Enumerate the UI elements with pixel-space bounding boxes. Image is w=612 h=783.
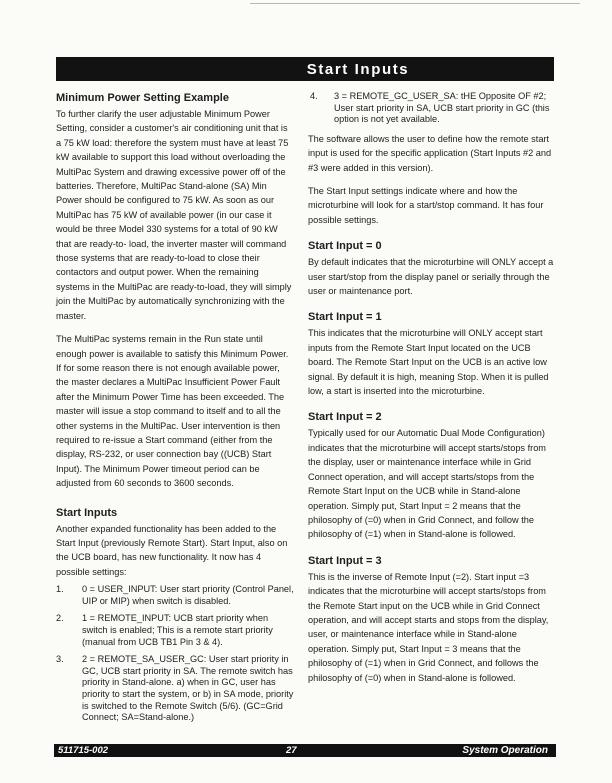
start-input-1-section xyxy=(308,310,554,398)
banner-title: Start Inputs xyxy=(306,60,410,78)
list-item-text: 2 = REMOTE_SA_USER_GC: User start priority in GC, UCB start priority in SA. The remote switch has priority in Stand-alone. a) when in GC, user has priority to start the system, or b) in SA mode, priority is switched to the Remote Switch (5/6). (GC=Grid Connect; SA=Stand-alone.) xyxy=(82,654,294,723)
start-inputs-list xyxy=(56,584,294,724)
start-input-1-heading: Start Input = 1 xyxy=(308,311,382,324)
start-input-1-text: This indicates that the microturbine will ONLY accept start inputs from the Remote Start Input located on the UCB board. The Remote Start Input on the UCB is an active low signal. By default it is high, meaning Stop. When it is pulled low, a start is inserted into the microturbine. xyxy=(308,328,549,397)
start-inputs-list-continued xyxy=(308,91,554,126)
page-footer xyxy=(54,744,556,757)
start-input-0-heading: Start Input = 0 xyxy=(308,240,382,253)
list-item xyxy=(308,91,554,126)
document-number: 511715-002 xyxy=(58,745,109,756)
start-inputs-intro: Another expanded functionality has been added to the Start Input (previously Remote Start). Start Input, also on the UCB board, has new functionality. It now has 4 possible settings: xyxy=(56,523,288,577)
start-input-2-text: Typically used for our Automatic Dual Mode Configuration) indicates that the microturbine will accept starts/stops from the display, user or maintenance interface while in Grid Connect operation, and will accept starts/stops from the Remote Start Input on the UCB while in Stand-alone operation. Simply put, Start Input = 2 means that the philosophy of (=0) when in Grid Connect, and follow the philosophy of (=1) when in Stand-alone is followed. xyxy=(308,428,546,540)
page-number: 27 xyxy=(286,745,297,756)
list-item-number: 1. xyxy=(56,584,64,595)
list-item-text: 0 = USER_INPUT: User start priority (Control Panel, UIP or MIP) when switch is disabled. xyxy=(82,584,294,606)
list-item-number: 2. xyxy=(56,613,64,624)
minimum-power-paragraph-2: The MultiPac systems remain in the Run state until enough power is available to satisfy this Minimum Power. If for some reason there is not enough available power, the master declares a MultiPac Insufficient Power Fault after the Minimum Power Time has been exceeded. The master will issue a stop command to itself and to all the other systems in the MultiPac. User intervention is then required to re-issue a Start command (either from the display, RS-232, or user connection bay ((UCB) Start Input). The Minimum Power timeout period can be adjusted from 60 seconds to 3600 seconds. xyxy=(56,334,289,489)
minimum-power-paragraph-1: To further clarify the user adjustable Minimum Power Setting, consider a customer's air conditioning unit that is a 75 kW load: therefore the system must have at least 75 kW available to support this load without overloading the MultiPac System and drawing excessive power off of the batteries. Therefore, MultiPac Stand-alone (SA) Min Power should be configured to 75 kW. As soon as our MultiPac has 75 kW of available power (in our case it would be three Model 330 systems for a total of 90 kW that are ready-to- load, the inverter master will command those systems that are ready-to-load to close their contactors and output power. When the remaining systems in the MultiPac are ready-to-load, they will simply join the MultiPac by automatically synchronizing with the master. xyxy=(56,109,292,321)
start-input-3-section xyxy=(308,554,554,685)
start-input-2-section xyxy=(308,410,554,541)
page-banner xyxy=(56,57,554,81)
section-name: System Operation xyxy=(462,745,548,756)
start-inputs-heading: Start Inputs xyxy=(56,506,118,519)
start-input-3-heading: Start Input = 3 xyxy=(308,554,382,567)
list-item-text: 3 = REMOTE_GC_USER_SA: tHE Opposite OF #2; User start priority in SA, UCB start priority in GC (this option is not yet available. xyxy=(334,91,550,125)
start-inputs-section xyxy=(56,506,294,724)
start-input-0-section xyxy=(308,239,554,298)
right-paragraph-1: The software allows the user to define how the remote start input is used for the specific application (Start Inputs #2 and #3 were added in this version). xyxy=(308,133,552,173)
left-column xyxy=(56,91,294,730)
start-input-0-text: By default indicates that the microturbine will ONLY accept a user start/stop from the display panel or serially through the user or maintenance port. xyxy=(308,257,554,297)
minimum-power-heading: Minimum Power Setting Example xyxy=(56,92,229,104)
right-column xyxy=(308,91,554,685)
start-input-2-heading: Start Input = 2 xyxy=(308,411,382,424)
right-paragraph-2: The Start Input settings indicate where and how the microturbine will look for a start/stop command. It has four possible settings. xyxy=(308,186,544,225)
list-item-text: 1 = REMOTE_INPUT: UCB start priority when switch is enabled; This is a remote start priority (manual from UCB TB1 Pin 3 & 4). xyxy=(82,613,273,647)
list-item xyxy=(56,584,294,607)
top-rule xyxy=(250,3,580,4)
start-input-3-text: This is the inverse of Remote Input (=2). Start input =3 indicates that the microturbine will accept starts/stops from the Remote Start input on the UCB while in Grid Connect operation, and will accept starts and stops from the display, user, or maintenance interface while in Stand-alone operation. Simply put, Start Input = 3 means that the philosophy of (=1) when in Grid Connect, and follows the philosophy of (=0) when in Stand-alone is followed. xyxy=(308,571,549,683)
list-item xyxy=(56,654,294,724)
list-item-number: 4. xyxy=(310,91,318,101)
list-item xyxy=(56,613,294,648)
list-item-number: 3. xyxy=(56,654,64,665)
